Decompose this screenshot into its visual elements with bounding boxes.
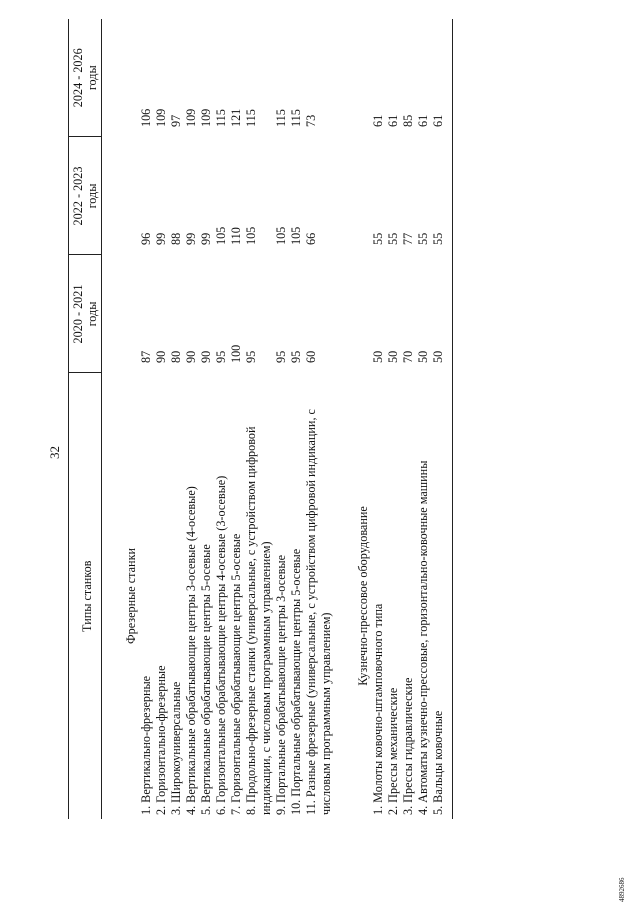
row-value: 55 [416, 232, 430, 245]
row-value: 85 [401, 114, 415, 127]
row-value: 77 [401, 232, 415, 245]
table-row [139, 19, 154, 819]
row-value: 95 [289, 350, 303, 363]
header-period-1 [69, 255, 102, 373]
section-title-row [124, 19, 139, 819]
row-value: 115 [274, 109, 288, 127]
row-name: 10. Портальные обрабатывающие центры 5-осевые [289, 548, 303, 815]
row-value: 110 [229, 227, 243, 245]
row-name: 2. Прессы механические [386, 687, 400, 815]
row-value: 50 [371, 350, 385, 363]
row-value: 90 [184, 350, 198, 363]
table-row [431, 19, 453, 819]
row-value: 90 [199, 350, 213, 363]
table-row [229, 19, 244, 819]
row-value: 61 [431, 19, 453, 137]
row-name: 6. Горизонтальные обрабатывающие центры 4-осевые (3-осевые) [214, 475, 228, 815]
row-value: 50 [416, 350, 430, 363]
row-value: 70 [401, 350, 415, 363]
header-period-3-unit: годы [85, 65, 99, 91]
row-value: 99 [184, 232, 198, 245]
header-period-1-unit: годы [85, 301, 99, 327]
table-spacer [102, 19, 125, 819]
row-value: 61 [371, 114, 385, 127]
table-row [289, 19, 304, 819]
row-value: 99 [154, 232, 168, 245]
row-value: 66 [304, 232, 318, 245]
row-value: 115 [289, 109, 303, 127]
row-value: 109 [199, 108, 213, 127]
row-name: 5. Вальцы ковочные [431, 373, 453, 819]
row-name: 1. Вертикально-фрезерные [139, 675, 153, 815]
row-value: 109 [184, 108, 198, 127]
row-name: 1. Молоты ковочно-штамповочного типа [371, 603, 385, 815]
row-value: 90 [154, 350, 168, 363]
row-value: 115 [244, 109, 258, 127]
table-row [304, 19, 334, 819]
row-value: 80 [169, 350, 183, 363]
row-value: 55 [386, 232, 400, 245]
row-name: 11. Разные фрезерные (универсальные, с устройством цифровой индикации, с числовым программным управлением) [304, 409, 333, 815]
table-row [386, 19, 401, 819]
row-value: 109 [154, 108, 168, 127]
table-row [214, 19, 229, 819]
row-name: 8. Продольно-фрезерные станки (универсальные, с устройством цифровой индикации, с числовым программным управлением) [244, 426, 273, 815]
row-value: 50 [431, 255, 453, 373]
row-value: 96 [139, 232, 153, 245]
table-row [274, 19, 289, 819]
row-value: 95 [274, 350, 288, 363]
row-value: 121 [229, 108, 243, 127]
row-value: 55 [371, 232, 385, 245]
row-name: 3. Широкоуниверсальные [169, 681, 183, 815]
row-value: 73 [304, 114, 318, 127]
table-header-row [69, 19, 102, 819]
table-row [416, 19, 431, 819]
header-machine-type: Типы станков [69, 373, 102, 819]
row-value: 60 [304, 350, 318, 363]
row-value: 105 [214, 226, 228, 245]
header-period-3 [69, 19, 102, 137]
row-name: 7. Горизонтальные обрабатывающие центры 5-осевые [229, 533, 243, 815]
table-row [244, 19, 274, 819]
row-value: 61 [386, 114, 400, 127]
row-name: 2. Горизонтально-фрезерные [154, 665, 168, 815]
row-value: 115 [214, 109, 228, 127]
header-period-2 [69, 137, 102, 255]
row-value: 105 [244, 226, 258, 245]
document-id: 4892686 [618, 877, 626, 902]
row-value: 106 [139, 108, 153, 127]
table-row [371, 19, 386, 819]
section-title-milling: Фрезерные станки [124, 547, 138, 645]
row-value: 50 [386, 350, 400, 363]
header-period-1-years: 2020 - 2021 [71, 284, 85, 344]
table-row [401, 19, 416, 819]
page-number: 32 [47, 446, 62, 459]
section-title-row [356, 19, 371, 819]
row-value: 105 [274, 226, 288, 245]
row-name: 5. Вертикальные обрабатывающие центры 5-осевые [199, 544, 213, 815]
header-period-2-unit: годы [85, 183, 99, 209]
table-spacer [334, 19, 356, 819]
row-value: 95 [244, 350, 258, 363]
row-value: 100 [229, 344, 243, 363]
row-value: 105 [289, 226, 303, 245]
table-row [169, 19, 184, 819]
machine-tools-table [68, 19, 453, 819]
row-value: 61 [416, 114, 430, 127]
row-name: 4. Вертикальные обрабатывающие центры 3-осевые (4-осевые) [184, 486, 198, 815]
row-value: 95 [214, 350, 228, 363]
table-row [154, 19, 169, 819]
table-row [184, 19, 199, 819]
header-period-2-years: 2022 - 2023 [71, 166, 85, 226]
row-value: 88 [169, 232, 183, 245]
row-value: 87 [139, 350, 153, 363]
row-value: 55 [431, 137, 453, 255]
row-value: 97 [169, 114, 183, 127]
row-name: 4. Автоматы кузнечно-прессовые, горизонтально-ковочные машины [416, 460, 430, 815]
header-period-3-years: 2024 - 2026 [71, 48, 85, 108]
row-name: 9. Портальные обрабатывающие центры 3-осевые [274, 554, 288, 815]
row-value: 99 [199, 232, 213, 245]
row-name: 3. Прессы гидравлические [401, 677, 415, 815]
section-title-forging: Кузнечно-прессовое оборудование [356, 506, 370, 686]
table-row [199, 19, 214, 819]
